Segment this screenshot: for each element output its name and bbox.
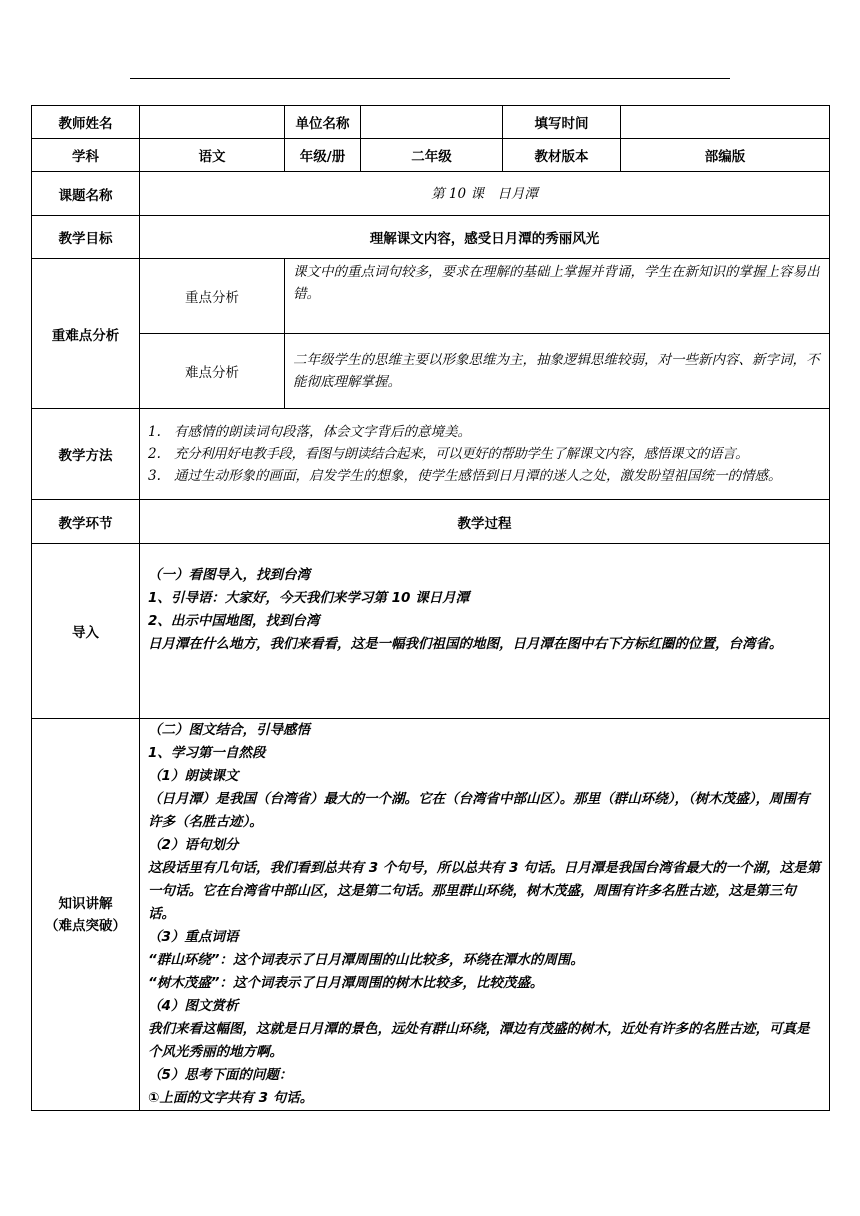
edition-value: 部编版 xyxy=(621,139,830,172)
grade-label: 年级/册 xyxy=(285,139,361,172)
diff-analysis-text: 二年级学生的思维主要以形象思维为主，抽象逻辑思维较弱，对一些新内容、新字词，不能彻底理解掌握。 xyxy=(285,334,830,409)
intro-label: 导入 xyxy=(32,544,140,719)
knowledge-line: （3）重点词语 xyxy=(148,929,239,945)
process-title: 教学过程 xyxy=(140,500,830,544)
lesson-plan-table xyxy=(31,105,830,1111)
row-key-analysis xyxy=(32,259,830,334)
knowledge-line: 我们来看这幅图，这就是日月潭的景色，远处有群山环绕，潭边有茂盛的树木，近处有许多的名胜古迹，可真是个风光秀丽的地方啊。 xyxy=(148,1021,810,1060)
key-analysis-label: 重点分析 xyxy=(140,259,285,334)
knowledge-line: （4）图文赏析 xyxy=(148,998,239,1014)
methods-list xyxy=(140,409,830,500)
grade-value: 二年级 xyxy=(361,139,503,172)
row-topic xyxy=(32,172,830,216)
edition-label: 教材版本 xyxy=(503,139,621,172)
subject-label: 学科 xyxy=(32,139,140,172)
process-step-label: 教学环节 xyxy=(32,500,140,544)
knowledge-label-line2: （难点突破） xyxy=(45,917,126,934)
row-knowledge xyxy=(32,719,830,1111)
knowledge-label-line1: 知识讲解 xyxy=(58,895,113,912)
intro-content xyxy=(140,544,830,719)
key-analysis-text: 课文中的重点词句较多，要求在理解的基础上掌握并背诵，学生在新知识的掌握上容易出错。 xyxy=(285,259,830,334)
knowledge-line: 这段话里有几句话，我们看到总共有 3 个句号，所以总共有 3 句话。日月潭是我国台湾省最大的一个湖，这是第一句话。它在台湾省中部山区，这是第二句话。那里群山环绕，树木茂盛，周围有许多名胜古迹，这是第三句话。 xyxy=(148,860,821,922)
header-rule xyxy=(130,78,730,79)
analysis-label: 重难点分析 xyxy=(32,259,140,409)
subject-value: 语文 xyxy=(140,139,285,172)
row-goal xyxy=(32,216,830,259)
intro-line: 1、引导语：大家好，今天我们来学习第 10 课日月潭 xyxy=(148,590,470,606)
knowledge-line: “树木茂盛”：这个词表示了日月潭周围的树木比较多，比较茂盛。 xyxy=(148,975,544,991)
knowledge-line: （5）思考下面的问题： xyxy=(148,1067,293,1083)
knowledge-line: （二）图文结合，引导感悟 xyxy=(148,722,310,738)
goal-value: 理解课文内容，感受日月潭的秀丽风光 xyxy=(140,216,830,259)
intro-line: （一）看图导入，找到台湾 xyxy=(148,567,310,583)
knowledge-content xyxy=(140,719,830,1111)
row-methods xyxy=(32,409,830,500)
row-diff-analysis xyxy=(32,334,830,409)
diff-analysis-label: 难点分析 xyxy=(140,334,285,409)
knowledge-line: （2）语句划分 xyxy=(148,837,239,853)
date-value xyxy=(621,106,830,139)
method-item: 2. 充分利用好电教手段，看图与朗读结合起来，可以更好的帮助学生了解课文内容，感悟课文的语言。 xyxy=(148,446,749,462)
goal-label: 教学目标 xyxy=(32,216,140,259)
method-item: 3. 通过生动形象的画面，启发学生的想象，使学生感悟到日月潭的迷人之处，激发盼望祖国统一的情感。 xyxy=(148,468,782,484)
knowledge-label xyxy=(32,719,140,1111)
intro-line: 2、出示中国地图，找到台湾 xyxy=(148,613,320,629)
date-label: 填写时间 xyxy=(503,106,621,139)
knowledge-line: 1、学习第一自然段 xyxy=(148,745,266,761)
unit-value xyxy=(361,106,503,139)
topic-label: 课题名称 xyxy=(32,172,140,216)
topic-value: 第 10 课 日月潭 xyxy=(140,172,830,216)
row-process-header xyxy=(32,500,830,544)
teacher-value xyxy=(140,106,285,139)
row-subject xyxy=(32,139,830,172)
knowledge-line: ①上面的文字共有 3 句话。 xyxy=(148,1090,314,1106)
knowledge-line: （日月潭）是我国（台湾省）最大的一个湖。它在（台湾省中部山区）。那里（群山环绕），（树木茂盛），周围有许多（名胜古迹）。 xyxy=(148,791,810,830)
unit-label: 单位名称 xyxy=(285,106,361,139)
row-teacher xyxy=(32,106,830,139)
teacher-label: 教师姓名 xyxy=(32,106,140,139)
knowledge-line: “群山环绕”：这个词表示了日月潭周围的山比较多，环绕在潭水的周围。 xyxy=(148,952,584,968)
knowledge-line: （1）朗读课文 xyxy=(148,768,239,784)
methods-label: 教学方法 xyxy=(32,409,140,500)
row-intro xyxy=(32,544,830,719)
intro-line: 日月潭在什么地方，我们来看看，这是一幅我们祖国的地图，日月潭在图中右下方标红圈的位置，台湾省。 xyxy=(148,636,783,652)
method-item: 1. 有感情的朗读词句段落，体会文字背后的意境美。 xyxy=(148,424,471,440)
